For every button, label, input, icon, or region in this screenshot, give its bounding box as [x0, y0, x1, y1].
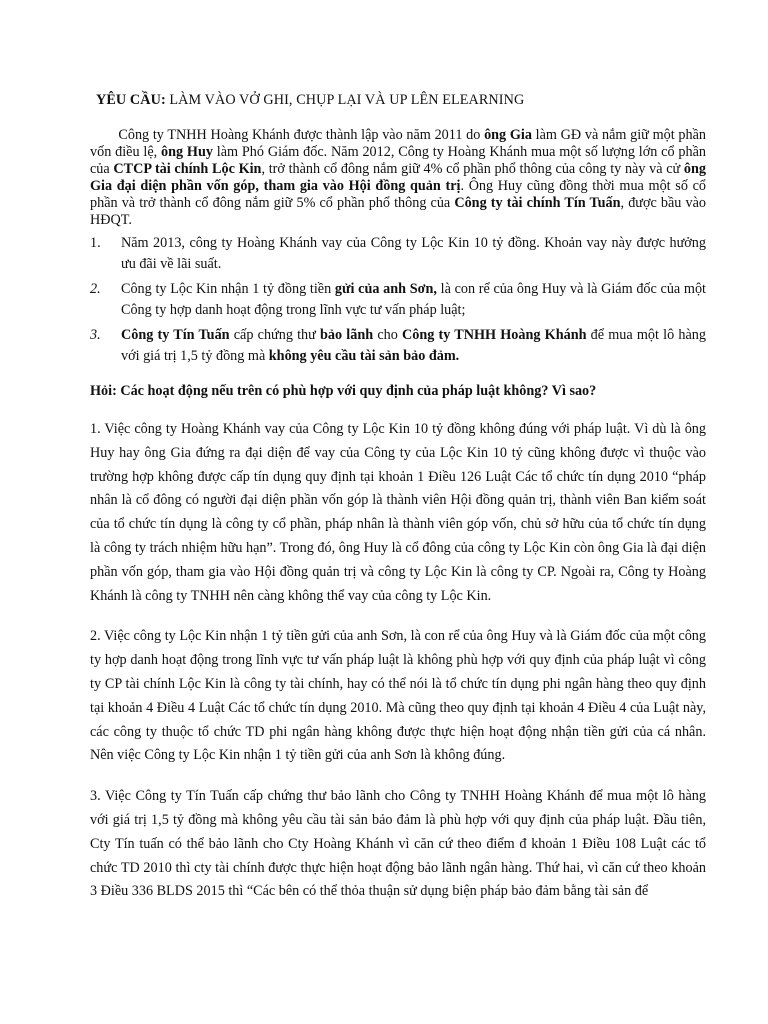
case-item-number: 2.	[90, 281, 101, 297]
title-label: YÊU CẦU:	[96, 92, 166, 108]
case-item-segment: không yêu cầu tài sản bảo đảm.	[268, 348, 460, 364]
intro-segment: Công ty tài chính Tín Tuấn	[454, 195, 621, 211]
intro-segment: ông Gia đại diện phần vốn góp, tham gia vào Hội đồng quản trị	[90, 161, 706, 194]
intro-segment: Công ty TNHH Hoàng Khánh được thành lập vào năm 2011 do	[118, 127, 485, 143]
intro-paragraph	[90, 127, 706, 229]
intro-segment: CTCP tài chính Lộc Kin	[113, 161, 262, 177]
intro-segment: , trở thành cổ đông nắm giữ 4% cổ phần phổ thông của công ty này và cử	[261, 161, 684, 177]
case-item-segment: Công ty TNHH Hoàng Khánh	[402, 327, 587, 343]
intro-segment: , được bầu vào HĐQT.	[90, 195, 706, 228]
case-item-number: 1.	[90, 235, 101, 251]
case-item-segment: là con rể của ông Huy và là Giám đốc của một Công ty hợp danh hoạt động trong lĩnh vực tư vấn pháp luật;	[121, 281, 707, 318]
case-item-segment: Công ty Tín Tuấn	[121, 327, 230, 343]
answer-paragraph-3: 3. Việc Công ty Tín Tuấn cấp chứng thư bảo lãnh cho Công ty TNHH Hoàng Khánh để mua một lô hàng với giá trị 1,5 tỷ đồng mà không yêu cầu tài sản bảo đảm là phù hợp với quy định của pháp luật. Đầu tiên, Cty Tín tuấn có thể bảo lãnh cho Cty Hoàng Khánh vì căn cứ theo điểm đ khoản 1 Điều 108 Luật các tổ chức TD 2010 thì cty tài chính được thực hiện hoạt động bảo lãnh ngân hàng. Thứ hai, vì căn cứ theo khoản 3 Điều 336 BLDS 2015 thì “Các bên có thể thỏa thuận sử dụng biện pháp bảo đảm bằng tài sản để	[90, 788, 706, 900]
answer-paragraph-1: 1. Việc công ty Hoàng Khánh vay của Công ty Lộc Kin 10 tỷ đồng không đúng với pháp luật. Vì dù là ông Huy hay ông Gia đứng ra đại diện để vay của Công ty của Lộc Kin 10 tỷ cũng không được vì thuộc vào trường hợp không được cấp tín dụng quy định tại khoản 1 Điều 126 Luật Các tổ chức tín dụng 2010 “pháp nhân là cổ đông có người đại diện phần vốn góp là thành viên Hội đồng quản trị, thành viên Ban kiểm soát của tổ chức tín dụng là công ty cổ phần, pháp nhân là thành viên góp vốn, chủ sở hữu của tổ chức tín dụng là công ty trách nhiệm hữu hạn”. Trong đó, ông Huy là cổ đông của công ty Lộc Kin còn ông Gia là đại diện phần vốn góp, tham gia vào Hội đồng quản trị và công ty Lộc Kin là công ty CP. Ngoài ra, Công ty Hoàng Khánh là công ty TNHH nên càng không thể vay của công ty Lộc Kin.	[90, 421, 706, 604]
intro-segment: ông Gia	[484, 127, 532, 143]
title-text: LÀM VÀO VỞ GHI, CHỤP LẠI VÀ UP LÊN ELEARNING	[165, 92, 525, 108]
assignment-title	[96, 92, 706, 109]
case-items-list	[90, 233, 706, 367]
intro-segment: . Ông Huy cũng đồng thời mua một số cổ phần và trở thành cổ đông nắm giữ 5% cổ phần phổ thông của	[90, 178, 706, 211]
case-item-number: 3.	[90, 327, 101, 343]
case-item-segment: Công ty Lộc Kin nhận 1 tỷ đồng tiền	[121, 281, 335, 297]
question-heading: Hỏi: Các hoạt động nếu trên có phù hợp với quy định của pháp luật không? Vì sao?	[90, 383, 597, 399]
intro-segment: làm Phó Giám đốc. Năm 2012, Công ty Hoàng Khánh mua một số lượng lớn cổ phần của	[90, 144, 706, 177]
case-item	[90, 233, 706, 275]
intro-segment: làm GĐ và nắm giữ một phần vốn điều lệ,	[90, 127, 706, 160]
case-item	[90, 279, 706, 321]
intro-segment: ông Huy	[161, 144, 213, 160]
answer-paragraph-2: 2. Việc công ty Lộc Kin nhận 1 tỷ tiền gửi của anh Sơn, là con rể của ông Huy và là Giám đốc của một công ty hợp danh hoạt động trong lĩnh vực tư vấn pháp luật là không phù hợp với quy định của pháp luật vì công ty CP tài chính Lộc Kin là công ty tài chính, hay có thể nói là tổ chức tín dụng phi ngân hàng theo quy định tại khoản 4 Điều 4 Luật Các tổ chức tín dụng 2010. Mà cũng theo quy định tại khoản 4 Điều 4 của Luật này, các công ty thuộc tổ chức TD phi ngân hàng không được thực hiện hoạt động nhận tiền gửi của cá nhân. Nên việc Công ty Lộc Kin nhận 1 tỷ tiền gửi của anh Sơn là không đúng.	[90, 628, 706, 764]
case-item	[90, 325, 706, 367]
case-item-segment: để mua một lô hàng với giá trị 1,5 tỷ đồng mà	[121, 327, 706, 364]
case-item-segment: cho	[373, 327, 403, 343]
answers-section	[90, 418, 706, 904]
case-item-segment: bảo lãnh	[320, 327, 374, 343]
case-item-segment: Năm 2013, công ty Hoàng Khánh vay của Công ty Lộc Kin 10 tỷ đồng. Khoản vay này được hưởng ưu đãi về lãi suất.	[121, 235, 706, 272]
case-item-segment: cấp chứng thư	[229, 327, 321, 343]
case-item-segment: gửi của anh Sơn,	[334, 281, 437, 297]
